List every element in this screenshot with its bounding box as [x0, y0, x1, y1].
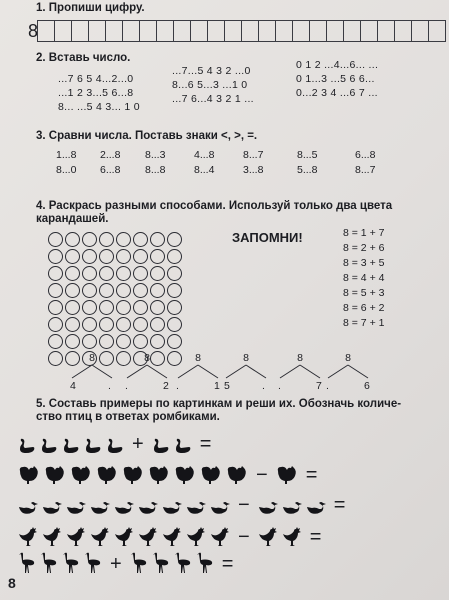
- sequence-row[interactable]: ...7 6...4 3 2 1 ...: [172, 93, 254, 105]
- duck-icon: [42, 501, 62, 515]
- writing-cells[interactable]: [38, 20, 446, 42]
- bird-problem-row: [18, 430, 215, 454]
- turkey-icon: [18, 465, 40, 485]
- tree-top-number: 8: [144, 352, 150, 364]
- circle[interactable]: [116, 232, 131, 247]
- task1-title: 1. Пропиши цифру.: [36, 2, 145, 14]
- equation: 8 = 1 + 7: [343, 227, 385, 239]
- ostrich-icon: [18, 552, 36, 574]
- writing-cell[interactable]: [88, 20, 106, 42]
- turkey-icon: [44, 465, 66, 485]
- writing-cell[interactable]: [428, 20, 446, 42]
- circles-to-color[interactable]: [48, 232, 184, 368]
- equation: 8 = 7 + 1: [343, 317, 385, 329]
- circle[interactable]: [82, 300, 97, 315]
- writing-cell[interactable]: [156, 20, 174, 42]
- circle[interactable]: [65, 317, 80, 332]
- swan-icon: [152, 438, 170, 454]
- writing-cell[interactable]: [139, 20, 157, 42]
- circle[interactable]: [133, 249, 148, 264]
- swan-icon: [106, 438, 124, 454]
- sample-digit: 8: [28, 21, 39, 41]
- duck-icon: [306, 501, 326, 515]
- turkey-icon: [174, 465, 196, 485]
- sequence-row[interactable]: 0 1...3 ...5 6 6...: [296, 73, 375, 85]
- comparison-pair: [194, 148, 214, 178]
- comparison-item[interactable]: 6...8: [355, 149, 376, 161]
- rooster-icon: [138, 527, 158, 547]
- comparison-item[interactable]: 2...8: [100, 149, 121, 161]
- comparison-item[interactable]: 8...4: [194, 164, 215, 176]
- circle[interactable]: [65, 300, 80, 315]
- equals-sign[interactable]: =: [309, 526, 322, 548]
- writing-cell[interactable]: [241, 20, 259, 42]
- circle[interactable]: [99, 300, 114, 315]
- tree-left-number[interactable]: .: [278, 380, 281, 392]
- writing-cell[interactable]: [190, 20, 208, 42]
- circle[interactable]: [48, 351, 63, 366]
- writing-cell[interactable]: [326, 20, 344, 42]
- comparison-item[interactable]: 1...8: [56, 149, 77, 161]
- comparison-item[interactable]: 8...3: [145, 149, 166, 161]
- turkey-icon: [200, 465, 222, 485]
- circle[interactable]: [150, 232, 165, 247]
- swan-icon: [18, 438, 36, 454]
- minus-sign: −: [256, 464, 268, 486]
- ostrich-icon: [62, 552, 80, 574]
- equation: 8 = 5 + 3: [343, 287, 385, 299]
- rooster-icon: [186, 527, 206, 547]
- comparison-item[interactable]: 3...8: [243, 164, 264, 176]
- circle[interactable]: [116, 317, 131, 332]
- task2-column-1: [58, 72, 140, 114]
- writing-cell[interactable]: [394, 20, 412, 42]
- number-tree: [62, 352, 122, 394]
- circle[interactable]: [150, 266, 165, 281]
- circle[interactable]: [82, 232, 97, 247]
- circle[interactable]: [167, 266, 182, 281]
- comparison-item[interactable]: 8...7: [355, 164, 376, 176]
- ostrich-icon: [130, 552, 148, 574]
- ostrich-icon: [84, 552, 102, 574]
- sequence-row[interactable]: 8...6 5...3 ...1 0: [172, 79, 248, 91]
- duck-icon: [282, 501, 302, 515]
- composition-equations: [343, 226, 384, 331]
- tree-left-number[interactable]: 4: [70, 380, 76, 392]
- circle[interactable]: [167, 249, 182, 264]
- turkey-icon: [226, 465, 248, 485]
- number-tree: [216, 352, 276, 394]
- rooster-icon: [114, 527, 134, 547]
- duck-icon: [66, 501, 86, 515]
- comparison-item[interactable]: 5...8: [297, 164, 318, 176]
- equals-sign[interactable]: =: [333, 494, 346, 516]
- bird-problem-row: [18, 550, 237, 574]
- writing-cell[interactable]: [343, 20, 361, 42]
- circle[interactable]: [116, 266, 131, 281]
- minus-sign: −: [238, 526, 250, 548]
- duck-icon: [90, 501, 110, 515]
- circle[interactable]: [99, 249, 114, 264]
- duck-icon: [210, 501, 230, 515]
- duck-icon: [138, 501, 158, 515]
- bird-problem-row: [18, 461, 321, 485]
- tree-top-number: 8: [89, 352, 95, 364]
- circle[interactable]: [65, 232, 80, 247]
- swan-icon: [40, 438, 58, 454]
- circle[interactable]: [167, 334, 182, 349]
- circle[interactable]: [82, 317, 97, 332]
- turkey-icon: [122, 465, 144, 485]
- rooster-icon: [210, 527, 230, 547]
- circle[interactable]: [167, 232, 182, 247]
- equation: 8 = 2 + 6: [343, 242, 385, 254]
- tree-left-number[interactable]: .: [326, 380, 329, 392]
- comparison-pair: [145, 148, 165, 178]
- tree-right-number[interactable]: .: [108, 380, 111, 392]
- turkey-icon: [276, 465, 298, 485]
- number-tree: [318, 352, 378, 394]
- duck-icon: [258, 501, 278, 515]
- duck-icon: [186, 501, 206, 515]
- equation: 8 = 3 + 5: [343, 257, 385, 269]
- circle[interactable]: [65, 334, 80, 349]
- tree-right-number[interactable]: 2: [163, 380, 169, 392]
- circle[interactable]: [133, 317, 148, 332]
- plus-sign: +: [132, 433, 144, 455]
- writing-cell[interactable]: [37, 20, 55, 42]
- circle[interactable]: [48, 266, 63, 281]
- tree-left-number[interactable]: 5: [224, 380, 230, 392]
- rooster-icon: [90, 527, 110, 547]
- writing-cell[interactable]: [275, 20, 293, 42]
- circle[interactable]: [82, 334, 97, 349]
- circle[interactable]: [167, 317, 182, 332]
- writing-cell[interactable]: [292, 20, 310, 42]
- circle[interactable]: [99, 232, 114, 247]
- turkey-icon: [96, 465, 118, 485]
- writing-cell[interactable]: [71, 20, 89, 42]
- comparison-item[interactable]: 6...8: [100, 164, 121, 176]
- task2-column-3: [296, 58, 378, 100]
- turkey-icon: [148, 465, 170, 485]
- memo-title: ЗАПОМНИ!: [232, 230, 303, 245]
- circle[interactable]: [99, 283, 114, 298]
- minus-sign: −: [238, 494, 250, 516]
- writing-cell[interactable]: [309, 20, 327, 42]
- swan-icon: [174, 438, 192, 454]
- circle[interactable]: [48, 300, 63, 315]
- writing-cell[interactable]: [360, 20, 378, 42]
- task3-title: 3. Сравни числа. Поставь знаки <, >, =.: [36, 130, 258, 142]
- writing-cell[interactable]: [377, 20, 395, 42]
- circle[interactable]: [116, 249, 131, 264]
- comparison-pair: [297, 148, 317, 178]
- equals-sign[interactable]: =: [221, 553, 234, 575]
- sequence-row[interactable]: 0...2 3 4 ...6 7 ...: [296, 87, 378, 99]
- sequence-row[interactable]: ...7 6 5 4...2...0: [58, 73, 134, 85]
- sequence-row[interactable]: ...7...5 4 3 2 ...0: [172, 65, 251, 77]
- ostrich-icon: [196, 552, 214, 574]
- task5-title: 5. Составь примеры по картинкам и реши их. Обозначь количе- ство птиц в ответах ромбиками.: [36, 398, 402, 423]
- rooster-icon: [282, 527, 302, 547]
- tree-top-number: 8: [345, 352, 351, 364]
- equation: 8 = 6 + 2: [343, 302, 385, 314]
- duck-icon: [162, 501, 182, 515]
- circle[interactable]: [116, 334, 131, 349]
- circle[interactable]: [167, 300, 182, 315]
- circle[interactable]: [116, 283, 131, 298]
- rooster-icon: [42, 527, 62, 547]
- circle[interactable]: [48, 317, 63, 332]
- writing-cell[interactable]: [411, 20, 429, 42]
- rooster-icon: [258, 527, 278, 547]
- tree-left-number[interactable]: .: [176, 380, 179, 392]
- comparison-pair: [243, 148, 263, 178]
- ostrich-icon: [152, 552, 170, 574]
- tree-right-number[interactable]: 6: [364, 380, 370, 392]
- tree-right-number[interactable]: 7: [316, 380, 322, 392]
- circle[interactable]: [48, 334, 63, 349]
- circle[interactable]: [133, 283, 148, 298]
- task2-title: 2. Вставь число.: [36, 52, 131, 64]
- circle[interactable]: [65, 249, 80, 264]
- circle[interactable]: [150, 317, 165, 332]
- circle[interactable]: [133, 334, 148, 349]
- ostrich-icon: [174, 552, 192, 574]
- comparison-item[interactable]: 8...0: [56, 164, 77, 176]
- circle[interactable]: [82, 266, 97, 281]
- comparison-item[interactable]: 8...7: [243, 149, 264, 161]
- circle[interactable]: [133, 232, 148, 247]
- writing-cell[interactable]: [173, 20, 191, 42]
- swan-icon: [62, 438, 80, 454]
- task2-column-2: [172, 64, 254, 106]
- circle[interactable]: [99, 334, 114, 349]
- sequence-row[interactable]: 8... ...5 4 3... 1 0: [58, 101, 140, 113]
- sequence-row[interactable]: ...1 2 3...5 6...8: [58, 87, 134, 99]
- digit-practice-grid[interactable]: [28, 20, 438, 42]
- circle[interactable]: [48, 232, 63, 247]
- comparison-pair: [355, 148, 375, 178]
- circle[interactable]: [150, 334, 165, 349]
- circle[interactable]: [150, 249, 165, 264]
- equation: 8 = 4 + 4: [343, 272, 385, 284]
- equals-sign[interactable]: =: [305, 464, 318, 486]
- circle[interactable]: [82, 249, 97, 264]
- plus-sign: +: [110, 553, 122, 575]
- tree-top-number: 8: [243, 352, 249, 364]
- rooster-icon: [66, 527, 86, 547]
- equals-sign[interactable]: =: [199, 433, 212, 455]
- bird-problem-row: [18, 491, 349, 515]
- writing-cell[interactable]: [207, 20, 225, 42]
- comparison-item[interactable]: 4...8: [194, 149, 215, 161]
- circle[interactable]: [48, 249, 63, 264]
- circle[interactable]: [65, 266, 80, 281]
- rooster-icon: [18, 527, 38, 547]
- ostrich-icon: [40, 552, 58, 574]
- tree-top-number: 8: [297, 352, 303, 364]
- writing-cell[interactable]: [122, 20, 140, 42]
- rooster-icon: [162, 527, 182, 547]
- comparison-pair: [100, 148, 120, 178]
- tree-top-number: 8: [195, 352, 201, 364]
- tree-right-number[interactable]: .: [262, 380, 265, 392]
- circle[interactable]: [116, 300, 131, 315]
- circle[interactable]: [48, 283, 63, 298]
- circle[interactable]: [133, 300, 148, 315]
- circle[interactable]: [99, 266, 114, 281]
- circle[interactable]: [150, 300, 165, 315]
- writing-cell[interactable]: [54, 20, 72, 42]
- duck-icon: [18, 501, 38, 515]
- sequence-row[interactable]: 0 1 2 ...4...6... ...: [296, 59, 379, 71]
- circle[interactable]: [150, 283, 165, 298]
- writing-cell[interactable]: [224, 20, 242, 42]
- tree-left-number[interactable]: .: [125, 380, 128, 392]
- duck-icon: [114, 501, 134, 515]
- circle[interactable]: [167, 283, 182, 298]
- task4-title: 4. Раскрась разными способами. Используй только два цвета карандашей.: [36, 200, 393, 225]
- swan-icon: [84, 438, 102, 454]
- circle[interactable]: [133, 266, 148, 281]
- comparison-pair: [56, 148, 76, 178]
- writing-cell[interactable]: [105, 20, 123, 42]
- tree-right-number[interactable]: 1: [214, 380, 220, 392]
- writing-cell[interactable]: [258, 20, 276, 42]
- bird-problem-row: [18, 523, 325, 547]
- page-number: 8: [8, 575, 16, 591]
- comparison-item[interactable]: 8...5: [297, 149, 318, 161]
- comparison-item[interactable]: 8...8: [145, 164, 166, 176]
- circle[interactable]: [65, 283, 80, 298]
- circle[interactable]: [99, 317, 114, 332]
- turkey-icon: [70, 465, 92, 485]
- circle[interactable]: [82, 283, 97, 298]
